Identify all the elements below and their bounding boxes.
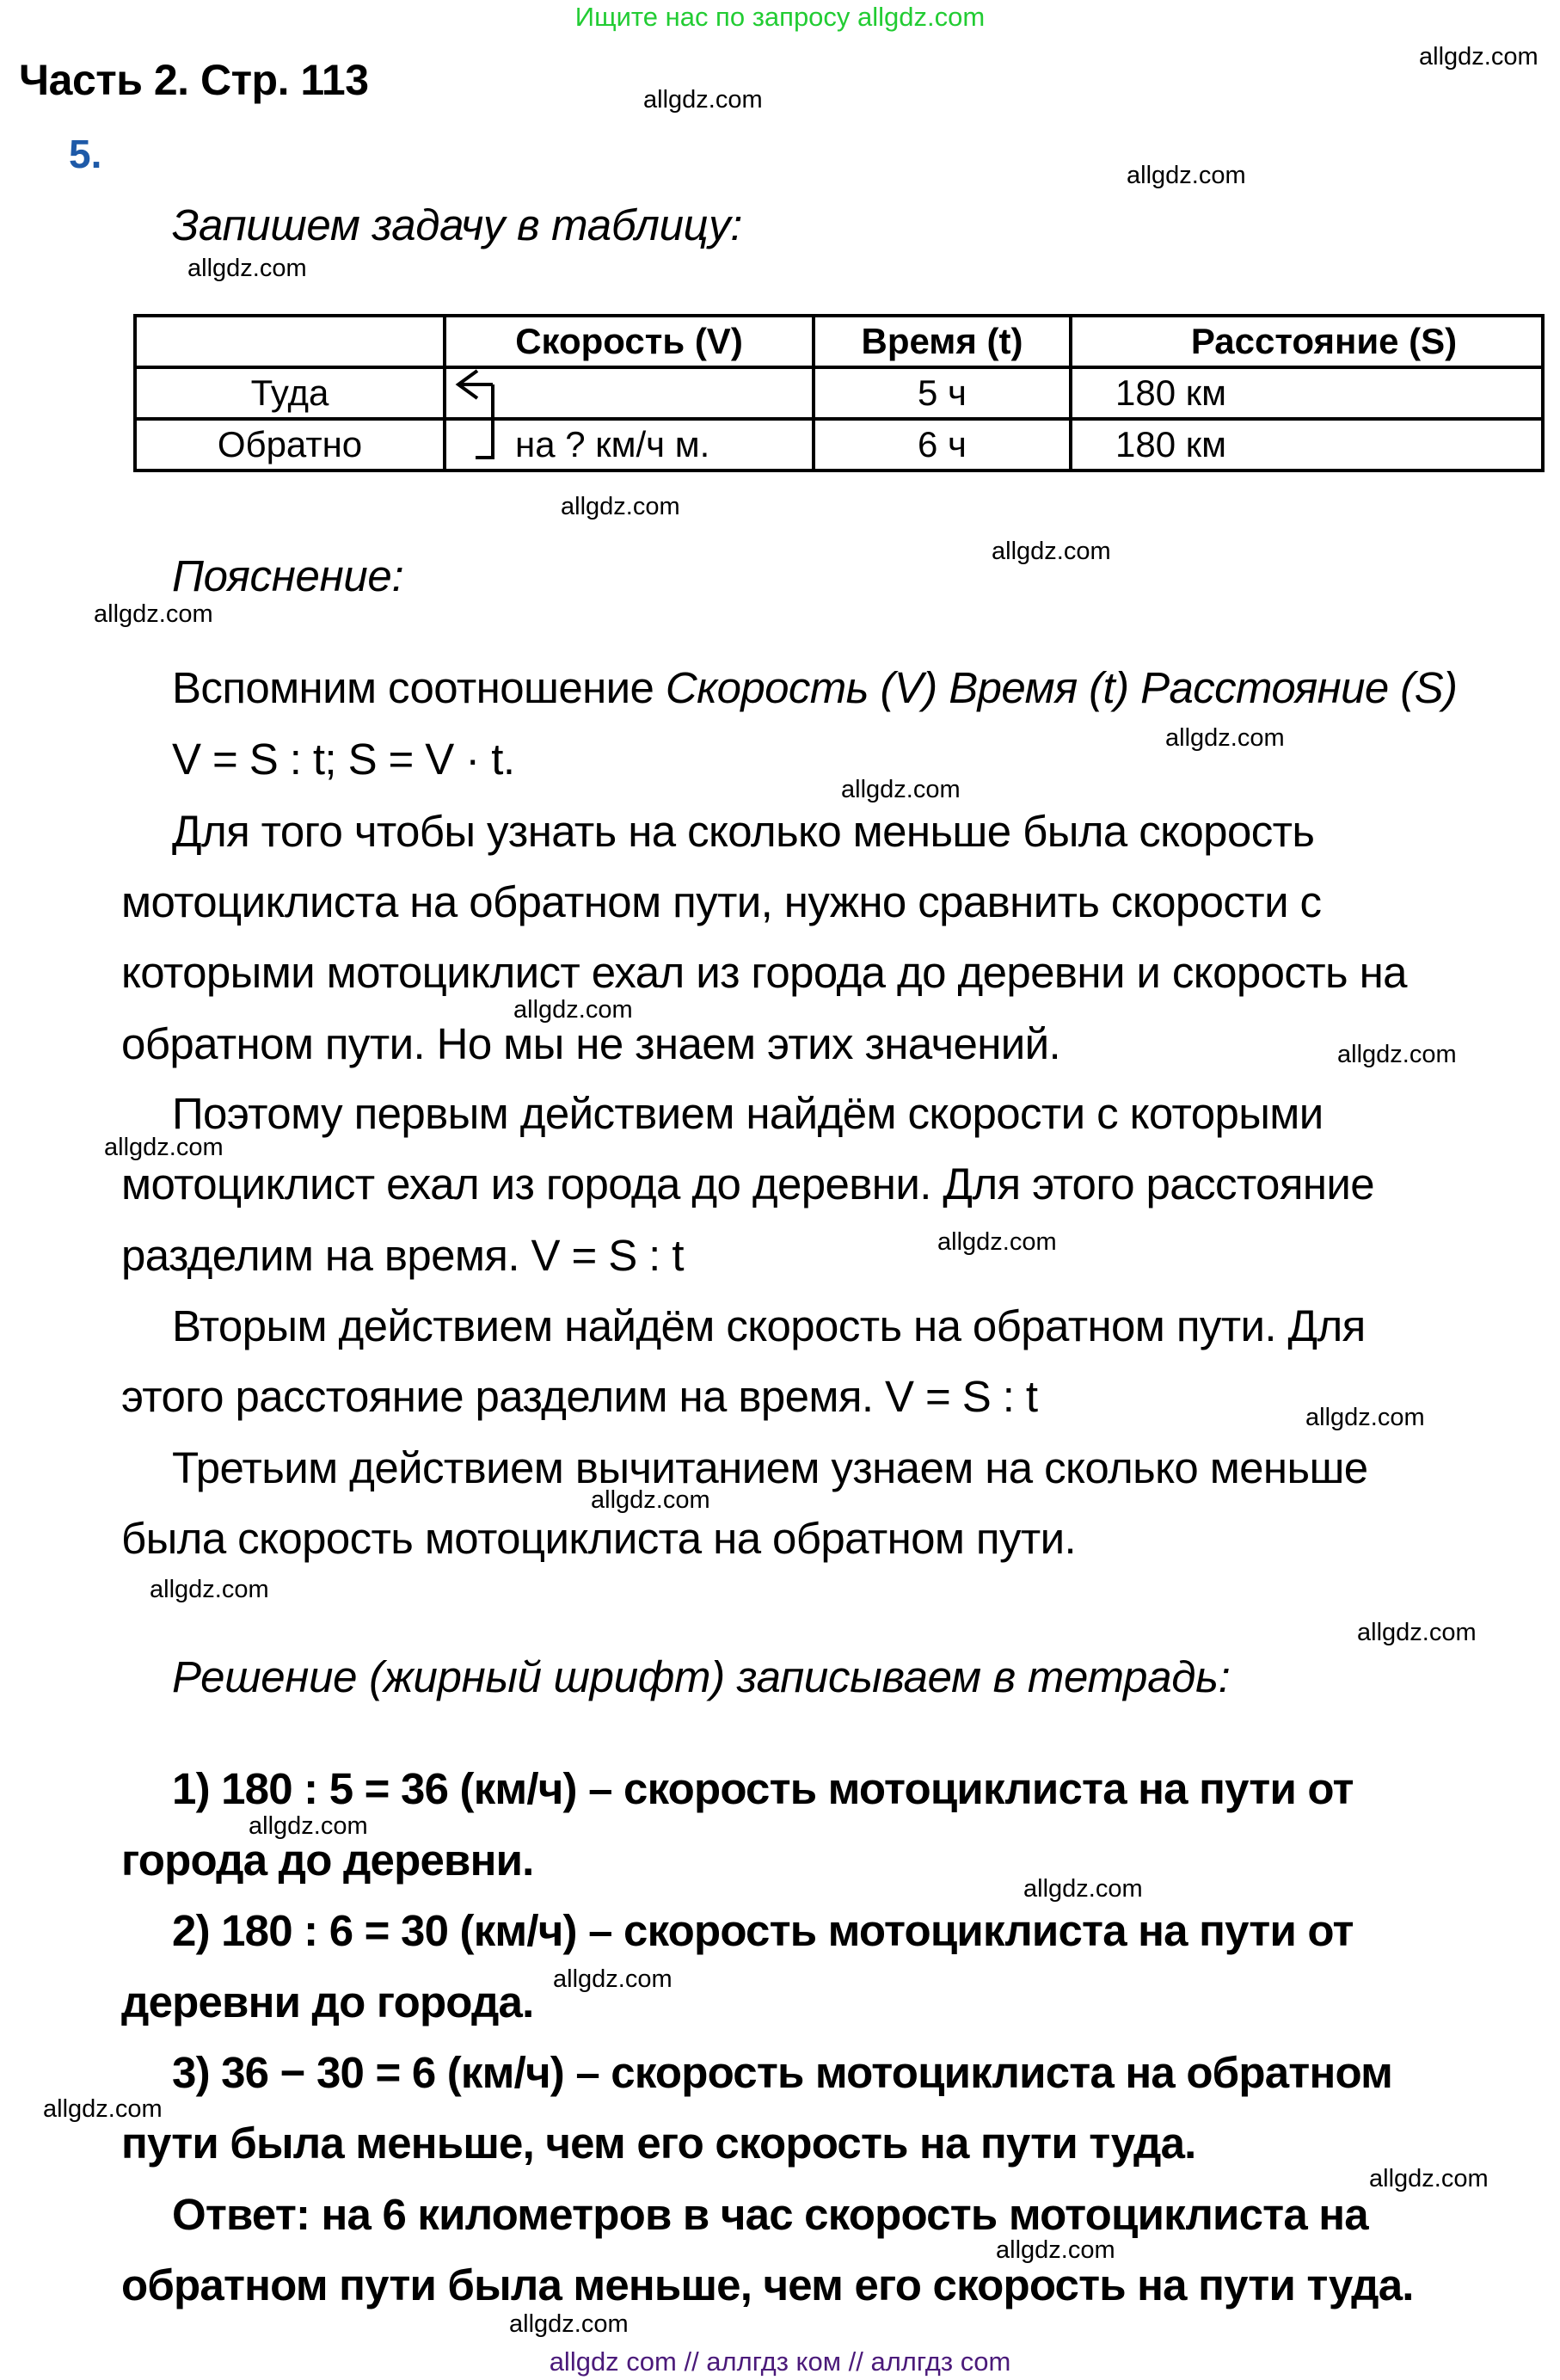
watermark: allgdz.com: [937, 1228, 1057, 1256]
solution-step-2-cont: деревни до города.: [121, 1977, 534, 2026]
watermark: allgdz.com: [509, 2310, 629, 2338]
explanation-line: обратном пути. Но мы не знаем этих значений.: [121, 1019, 1061, 1068]
watermark: allgdz.com: [996, 2236, 1115, 2264]
row-there-distance: 180 км: [1071, 367, 1543, 419]
table-intro: Запишем задачу в таблицу:: [172, 200, 743, 249]
page-title: Часть 2. Стр. 113: [19, 56, 369, 104]
watermark: allgdz.com: [841, 776, 961, 803]
watermark: allgdz.com: [992, 538, 1111, 565]
watermark: allgdz.com: [1357, 1619, 1477, 1646]
table-header-empty: [135, 316, 445, 367]
row-back-speed: на ? км/ч м.: [445, 419, 814, 470]
watermark: allgdz.com: [249, 1812, 368, 1840]
table-header-distance: Расстояние (S): [1071, 316, 1543, 367]
explanation-line: этого расстояние разделим на время. V = S : t: [121, 1372, 1038, 1421]
watermark: allgdz.com: [513, 996, 633, 1024]
watermark: allgdz.com: [1127, 162, 1246, 189]
watermark: allgdz.com: [1369, 2165, 1489, 2192]
watermark: allgdz.com: [643, 86, 763, 114]
explanation-line: была скорость мотоциклиста на обратном пути.: [121, 1514, 1077, 1563]
watermark: allgdz.com: [1165, 724, 1285, 752]
explanation-line: Поэтому первым действием найдём скорости с которыми: [172, 1089, 1324, 1138]
watermark: allgdz.com: [43, 2095, 163, 2123]
formula-line: V = S : t; S = V · t.: [172, 735, 515, 784]
watermark: allgdz.com: [561, 493, 680, 520]
solution-step-3: 3) 36 − 30 = 6 (км/ч) – скорость мотоциклиста на обратном: [172, 2048, 1393, 2097]
watermark: allgdz.com: [94, 600, 213, 628]
table-header-speed: Скорость (V): [445, 316, 814, 367]
solution-step-2: 2) 180 : 6 = 30 (км/ч) – скорость мотоциклиста на пути от: [172, 1906, 1354, 1955]
watermark: allgdz.com: [150, 1576, 269, 1603]
explanation-line: мотоциклиста на обратном пути, нужно сравнить скорости с: [121, 877, 1322, 926]
footer-watermark: allgdz com // аллгдз ком // аллгдз com: [549, 2346, 1011, 2377]
watermark: allgdz.com: [1419, 43, 1539, 71]
watermark: allgdz.com: [1305, 1404, 1425, 1431]
answer-line: Ответ: на 6 километров в час скорость мотоциклиста на: [172, 2190, 1368, 2239]
row-back-time: 6 ч: [814, 419, 1071, 470]
explanation-line: Вторым действием найдём скорость на обратном пути. Для: [172, 1301, 1366, 1350]
table-header-row: [135, 316, 1543, 367]
row-there-speed: [445, 367, 814, 419]
answer-line-cont: обратном пути была меньше, чем его скорость на пути туда.: [121, 2260, 1414, 2309]
watermark: allgdz.com: [104, 1134, 224, 1161]
explanation-line: которыми мотоциклист ехал из города до деревни и скорость на: [121, 948, 1407, 997]
explanation-heading: Пояснение:: [172, 551, 404, 600]
solution-heading: Решение (жирный шрифт) записываем в тетрадь:: [172, 1652, 1231, 1701]
relation-text: Вспомним соотношение: [172, 663, 666, 712]
watermark: allgdz.com: [1337, 1041, 1457, 1068]
solution-step-1: 1) 180 : 5 = 36 (км/ч) – скорость мотоциклиста на пути от: [172, 1764, 1354, 1813]
row-label-back: Обратно: [135, 419, 445, 470]
explanation-line: Третьим действием вычитанием узнаем на сколько меньше: [172, 1443, 1368, 1492]
explanation-line: разделим на время. V = S : t: [121, 1231, 684, 1280]
table-header-time: Время (t): [814, 316, 1071, 367]
table-row: [135, 419, 1543, 470]
row-there-time: 5 ч: [814, 367, 1071, 419]
explanation-line: [172, 662, 1457, 713]
watermark: allgdz.com: [187, 255, 307, 282]
solution-step-3-cont: пути была меньше, чем его скорость на пути туда.: [121, 2119, 1196, 2168]
table-row: [135, 367, 1543, 419]
relation-italic: Скорость (V) Время (t) Расстояние (S): [665, 663, 1458, 712]
search-banner: Ищите нас по запросу allgdz.com: [574, 2, 986, 32]
row-back-distance: 180 км: [1071, 419, 1543, 470]
explanation-line: Для того чтобы узнать на сколько меньше была скорость: [172, 807, 1315, 856]
watermark: allgdz.com: [591, 1486, 710, 1514]
task-number: 5.: [69, 132, 102, 176]
row-label-there: Туда: [135, 367, 445, 419]
watermark: allgdz.com: [1023, 1875, 1143, 1903]
solution-step-1-cont: города до деревни.: [121, 1836, 534, 1885]
explanation-line: мотоциклист ехал из города до деревни. Для этого расстояние: [121, 1159, 1375, 1208]
task-table: [133, 314, 1545, 472]
watermark: allgdz.com: [553, 1965, 673, 1993]
